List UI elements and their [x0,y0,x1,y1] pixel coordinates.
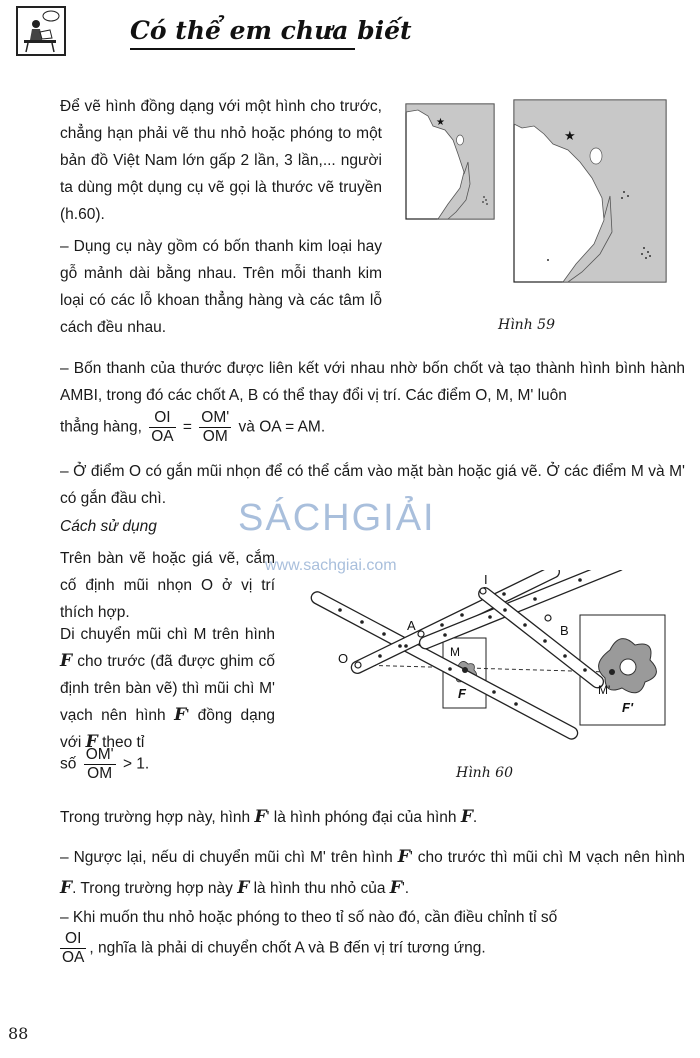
label-i: I [484,572,488,587]
svg-text:★: ★ [436,117,445,128]
ratio-lead-text: thẳng hàng, [60,418,142,436]
svg-text:★: ★ [564,128,576,143]
figure-symbol-f: F [60,651,73,671]
pantograph-diagram [300,570,690,740]
scale-ratio-line [60,746,149,783]
usage-text: ' đồng dạng với [60,707,275,751]
body-paragraph-3: – Bốn thanh của thước được liên kết với nhau nhờ bốn chốt và tạo thành hình bình hành AMBI, trong đó các chốt A, B có thể thay đổi vị trí. Các điểm O, M, M' luôn [60,360,685,404]
section-title: Có thể em chưa biết [130,16,412,45]
fraction-oi-oa [149,409,175,446]
fraction-denominator: OA [151,428,174,445]
label-m: M [450,645,460,659]
usage-paragraph-1: Trên bàn vẽ hoặc giá vẽ, cắm cố định mũi nhọn O ở vị trí thích hợp. [60,550,275,621]
ratio-line [60,409,685,446]
ratio-tail-text: và OA = AM. [238,418,326,436]
usage-text: Di chuyển mũi chì M trên hình [60,626,275,643]
body-paragraph-6 [60,842,685,904]
fraction-denominator: OA [62,949,85,966]
figure-60 [300,570,690,785]
figure-symbol-f: F [60,878,73,898]
figure-59-caption: Hình 59 [498,317,555,333]
intro-paragraph-2: – Dụng cụ này gồm có bốn thanh kim loại hay gỗ mảnh dài bằng nhau. Trên mỗi thanh kim loại có các lỗ khoan thẳng hàng và các tâm lỗ cách đều nhau. [60,238,382,336]
paragraph-text: Trong trường hợp này, hình [60,809,251,826]
figure-symbol-f: F [460,807,473,827]
body-paragraph-5 [60,804,685,831]
paragraph-text: '. [401,880,410,897]
fraction-oi-oa [60,930,86,967]
watermark-url: www.sachgiai.com [265,557,397,574]
intro-paragraph-1: Để vẽ hình đồng dạng với một hình cho trước, chẳng hạn phải vẽ thu nhỏ hoặc phóng to một bản đồ Việt Nam lớn gấp 2 lần, 3 lần,... người ta dùng một dụng cụ vẽ gọi là thước vẽ truyền (h.60). [60,98,382,223]
fraction-denominator: OM [202,428,228,445]
fraction-numerator: OI [149,409,175,428]
label-m-prime: M' [598,683,611,697]
usage-paragraph-2 [60,621,275,756]
body-paragraph-7: – Khi muốn thu nhỏ hoặc phóng to theo tỉ số nào đó, cần điều chỉnh tỉ số [60,909,558,926]
label-f: F [458,686,466,701]
figure-60-caption: Hình 60 [456,765,513,781]
figure-symbol-f-prime: F [254,807,267,827]
paragraph-text: là hình thu nhỏ của [253,880,386,897]
paragraph-text: . Trong trường hợp này [72,880,233,897]
equals-sign: = [182,418,192,436]
label-o: O [338,651,349,666]
title-underline [130,48,355,50]
label-a: A [407,618,416,633]
body-paragraph-4: – Ở điểm O có gắn mũi nhọn để có thể cắm vào mặt bàn hoặc giá vẽ. Ở các điểm M và M' có gắn đầu chì. [60,463,685,507]
label-b: B [560,623,569,638]
paragraph-text: . [472,809,478,826]
watermark-brand: SÁCHGIẢI [238,497,436,539]
figure-symbol-f-prime: F [389,878,402,898]
usage-text: cho trước (đã được ghim cố định trên bàn vẽ) thì mũi chì M' vạch nên hình [60,653,276,724]
greater-than-one: > 1. [122,755,150,773]
fraction-numerator: OM' [85,746,114,763]
fraction-denominator: OM [87,765,113,782]
paragraph-text: , nghĩa là phải di chuyển chốt A và B đến vị trí tương ứng. [89,939,486,957]
paragraph-text: – Ngược lại, nếu di chuyển mũi chì M' trên hình [60,849,393,866]
figure-symbol-f: F [85,732,98,752]
paragraph-text: ' là hình phóng đại của hình [266,809,457,826]
fraction-om-prime-om [199,409,231,446]
vietnam-maps-image [398,92,683,307]
figure-symbol-f: F [237,878,250,898]
fraction-om-prime-om [84,746,116,783]
usage-text: số [60,755,77,773]
usage-heading: Cách sử dụng [60,518,157,535]
usage-text: theo tỉ [102,734,145,751]
figure-symbol-f-prime: F [174,705,187,725]
figure-symbol-f-prime: F [397,847,410,867]
figure-59 [398,92,683,332]
fraction-numerator: OI [60,930,86,949]
adjust-ratio-line [60,930,486,967]
reading-figure-icon [16,6,66,56]
fraction-numerator: OM' [201,409,230,426]
label-f-prime: F' [622,700,634,715]
paragraph-text: ' cho trước thì mũi chì M vạch nên hình [409,849,685,866]
page-number: 88 [8,1024,29,1043]
